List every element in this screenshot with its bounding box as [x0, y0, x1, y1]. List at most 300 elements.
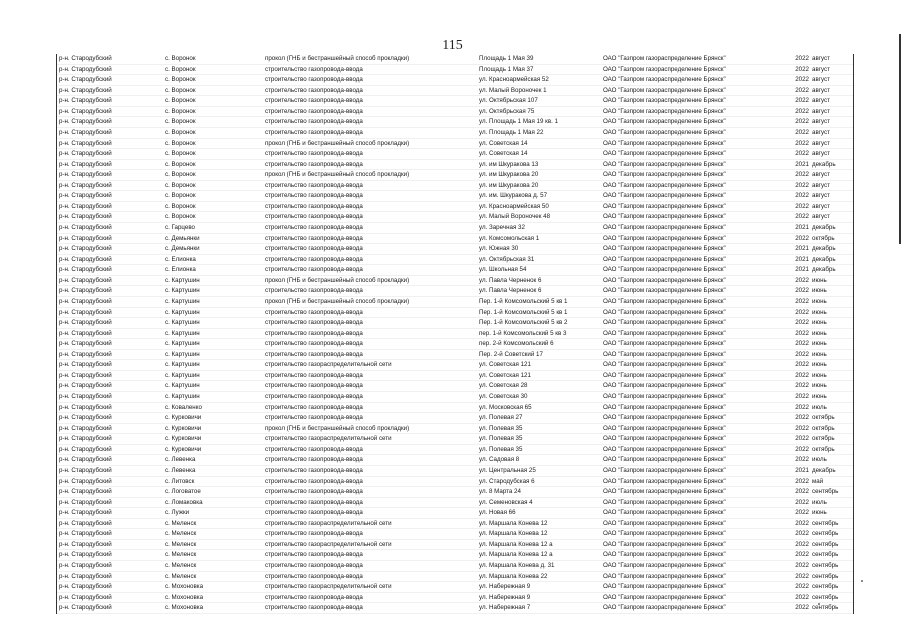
table-row — [57, 519, 853, 530]
year-cell: 2022 — [795, 150, 809, 158]
village-cell: с. Лужки — [165, 509, 190, 517]
month-cell: декабрь — [812, 224, 836, 231]
address-cell: Пер. 1-й Комсомольский 5 кв 2 — [479, 319, 568, 327]
address-cell: ул. Малый Вороночек 48 — [479, 213, 551, 221]
village-cell: с. Воронок — [165, 107, 196, 115]
district-cell: р-н. Стародубский — [59, 519, 112, 527]
year-cell: 2022 — [795, 435, 809, 443]
village-cell: с. Воронок — [165, 65, 196, 73]
work-type-cell: строительство газопровода-ввода — [265, 414, 363, 422]
organization-cell: ОАО "Газпром газораспределение Брянск" — [603, 583, 726, 591]
organization-cell: ОАО "Газпром газораспределение Брянск" — [603, 530, 726, 538]
month-cell: август — [812, 55, 830, 62]
table-row — [57, 223, 853, 234]
address-cell: ул. Южная 30 — [479, 245, 519, 253]
village-cell: с. Меленск — [165, 530, 197, 538]
month-cell: октябрь — [812, 234, 835, 242]
year-cell: 2022 — [795, 308, 809, 316]
district-cell: р-н. Стародубский — [59, 276, 112, 284]
district-cell: р-н. Стародубский — [59, 403, 112, 411]
work-type-cell: строительство газопровода-ввода — [265, 107, 363, 115]
table-row — [57, 477, 853, 488]
district-cell: р-н. Стародубский — [59, 86, 112, 94]
table-row — [57, 381, 853, 392]
table-row — [57, 244, 853, 255]
organization-cell: ОАО "Газпром газораспределение Брянск" — [603, 509, 726, 517]
month-cell: июль — [812, 403, 827, 411]
village-cell: с. Курковичи — [165, 435, 202, 443]
organization-cell: ОАО "Газпром газораспределение Брянск" — [603, 266, 726, 274]
work-type-cell: строительство газопровода-ввода — [265, 509, 363, 517]
month-cell: август — [812, 128, 830, 136]
work-type-cell: строительство газопровода-ввода — [265, 371, 363, 379]
year-cell: 2022 — [795, 583, 809, 591]
address-cell: ул. Семеновская 4 — [479, 498, 533, 506]
table-row — [57, 181, 853, 192]
village-cell: с. Воронок — [165, 181, 196, 189]
year-cell: 2022 — [795, 171, 809, 179]
village-cell: с. Курковичи — [165, 414, 202, 422]
village-cell: с. Воронок — [165, 202, 196, 210]
address-cell: ул. Советская 30 — [479, 393, 528, 400]
work-type-cell: строительство газопровода-ввода — [265, 213, 363, 221]
table-row — [57, 572, 853, 583]
district-cell: р-н. Стародубский — [59, 234, 112, 242]
address-cell: ул. Маршала Конева 22 — [479, 572, 548, 580]
district-cell: р-н. Стародубский — [59, 572, 112, 580]
table-row — [57, 593, 853, 604]
month-cell: май — [812, 477, 824, 485]
district-cell: р-н. Стародубский — [59, 530, 112, 538]
village-cell: с. Картушин — [165, 308, 200, 316]
district-cell: р-н. Стародубский — [59, 118, 112, 126]
table-row — [57, 339, 853, 350]
table-row — [57, 170, 853, 181]
work-type-cell: строительство газопровода-ввода — [265, 76, 363, 84]
address-cell: ул. Маршала Конева 12 — [479, 530, 548, 538]
work-type-cell: строительство газопровода-ввода — [265, 202, 363, 210]
table-row — [57, 329, 853, 340]
work-type-cell: строительство газопровода-ввода — [265, 181, 363, 189]
address-cell: ул. Советская 121 — [479, 361, 531, 369]
village-cell: с. Картушин — [165, 340, 200, 348]
address-cell: ул. Павла Черненок 6 — [479, 287, 542, 295]
year-cell: 2022 — [795, 276, 809, 284]
month-cell: сентябрь — [812, 572, 839, 580]
table-row — [57, 255, 853, 266]
address-cell: ул. Полевая 35 — [479, 424, 523, 432]
district-cell: р-н. Стародубский — [59, 297, 112, 305]
address-cell: ул. Советская 14 — [479, 139, 528, 147]
village-cell: с. Меленск — [165, 572, 197, 580]
month-cell: июнь — [812, 297, 827, 305]
year-cell: 2022 — [795, 382, 809, 390]
organization-cell: ОАО "Газпром газораспределение Брянск" — [603, 76, 726, 84]
organization-cell: ОАО "Газпром газораспределение Брянск" — [603, 139, 726, 147]
village-cell: с. Воронок — [165, 118, 196, 126]
village-cell: с. Левенка — [165, 466, 196, 474]
village-cell: с. Меленск — [165, 540, 197, 548]
work-type-cell: прокол (ГНБ и бестраншейный способ прокладки) — [265, 297, 410, 305]
village-cell: с. Демьянки — [165, 245, 200, 253]
year-cell: 2021 — [795, 160, 809, 168]
district-cell: р-н. Стародубский — [59, 97, 112, 105]
district-cell: р-н. Стародубский — [59, 540, 112, 548]
month-cell: июнь — [812, 308, 827, 316]
work-type-cell: строительство газопровода-ввода — [265, 266, 363, 274]
district-cell: р-н. Стародубский — [59, 213, 112, 221]
table-row — [57, 276, 853, 287]
table-row — [57, 308, 853, 319]
work-type-cell: строительство газопровода-ввода — [265, 445, 363, 453]
village-cell: с. Курковичи — [165, 424, 202, 432]
table-row — [57, 392, 853, 403]
table-row — [57, 413, 853, 424]
work-type-cell: строительство газопровода-ввода — [265, 308, 363, 316]
table-row — [57, 96, 853, 107]
village-cell: с. Коваленко — [165, 403, 202, 411]
year-cell: 2022 — [795, 477, 809, 485]
table-row — [57, 139, 853, 150]
table-row — [57, 286, 853, 297]
table-row — [57, 350, 853, 361]
month-cell: октябрь — [812, 414, 835, 422]
table-row — [57, 297, 853, 308]
organization-cell: ОАО "Газпром газораспределение Брянск" — [603, 86, 726, 94]
table-row — [57, 234, 853, 245]
year-cell: 2022 — [795, 76, 809, 84]
address-cell: Площадь 1 Мая 37 — [479, 65, 534, 73]
address-cell: ул. им Шкуракова 20 — [479, 181, 539, 189]
organization-cell: ОАО "Газпром газораспределение Брянск" — [603, 319, 726, 327]
page-number: 115 — [442, 38, 463, 53]
year-cell: 2022 — [795, 128, 809, 136]
organization-cell: ОАО "Газпром газораспределение Брянск" — [603, 371, 726, 379]
table-row — [57, 54, 853, 65]
district-cell: р-н. Стародубский — [59, 245, 112, 253]
district-cell: р-н. Стародубский — [59, 562, 112, 569]
district-cell: р-н. Стародубский — [59, 361, 112, 369]
year-cell: 2022 — [795, 350, 809, 358]
table-row — [57, 582, 853, 593]
year-cell: 2022 — [795, 604, 809, 612]
address-cell: ул. Комсомольская 1 — [479, 234, 540, 242]
district-cell: р-н. Стародубский — [59, 160, 112, 168]
year-cell: 2022 — [795, 551, 809, 559]
district-cell: р-н. Стародубский — [59, 435, 112, 443]
district-cell: р-н. Стародубский — [59, 424, 112, 432]
district-cell: р-н. Стародубский — [59, 150, 112, 158]
organization-cell: ОАО "Газпром газораспределение Брянск" — [603, 572, 726, 580]
organization-cell: ОАО "Газпром газораспределение Брянск" — [603, 202, 726, 210]
work-type-cell: прокол (ГНБ и бестраншейный способ прокладки) — [265, 424, 410, 432]
year-cell: 2022 — [795, 287, 809, 295]
year-cell: 2022 — [795, 55, 809, 62]
month-cell: август — [812, 107, 830, 115]
table-row — [57, 318, 853, 329]
year-cell: 2022 — [795, 456, 809, 464]
year-cell: 2022 — [795, 371, 809, 379]
organization-cell: ОАО "Газпром газораспределение Брянск" — [603, 562, 726, 569]
district-cell: р-н. Стародубский — [59, 139, 112, 147]
table-row — [57, 403, 853, 414]
month-cell: декабрь — [812, 160, 836, 168]
month-cell: сентябрь — [812, 562, 839, 569]
work-type-cell: строительство газопровода-ввода — [265, 382, 363, 390]
work-type-cell: строительство газопровода-ввода — [265, 498, 363, 506]
district-cell: р-н. Стародубский — [59, 255, 112, 263]
month-cell: декабрь — [812, 466, 836, 474]
organization-cell: ОАО "Газпром газораспределение Брянск" — [603, 403, 726, 411]
year-cell: 2022 — [795, 319, 809, 327]
year-cell: 2022 — [795, 572, 809, 580]
month-cell: август — [812, 171, 830, 179]
village-cell: с. Елионка — [165, 255, 196, 263]
month-cell: октябрь — [812, 445, 835, 453]
work-type-cell: строительство газопровода-ввода — [265, 255, 363, 263]
address-cell: ул. им. Шкуракова д. 57 — [479, 192, 548, 200]
month-cell: август — [812, 213, 830, 221]
year-cell: 2022 — [795, 488, 809, 496]
month-cell: июль — [812, 456, 827, 464]
district-cell: р-н. Стародубский — [59, 551, 112, 559]
district-cell: р-н. Стародубский — [59, 477, 112, 485]
address-cell: ул. Маршала Конева 12 — [479, 519, 548, 527]
district-cell: р-н. Стародубский — [59, 287, 112, 295]
table-row — [57, 508, 853, 519]
district-cell: р-н. Стародубский — [59, 192, 112, 200]
organization-cell: ОАО "Газпром газораспределение Брянск" — [603, 488, 726, 496]
organization-cell: ОАО "Газпром газораспределение Брянск" — [603, 519, 726, 527]
organization-cell: ОАО "Газпром газораспределение Брянск" — [603, 466, 726, 474]
address-cell: ул. Октябрьская 31 — [479, 255, 535, 263]
work-type-cell: строительство газопровода-ввода — [265, 224, 363, 231]
organization-cell: ОАО "Газпром газораспределение Брянск" — [603, 234, 726, 242]
month-cell: август — [812, 150, 830, 158]
organization-cell: ОАО "Газпром газораспределение Брянск" — [603, 128, 726, 136]
table-row — [57, 202, 853, 213]
address-cell: ул. им Шкуракова 20 — [479, 171, 539, 179]
village-cell: с. Мохоновка — [165, 583, 204, 591]
work-type-cell: строительство газораспределительной сети — [265, 540, 392, 548]
year-cell: 2022 — [795, 329, 809, 337]
work-type-cell: строительство газораспределительной сети — [265, 583, 392, 591]
village-cell: с. Логоватое — [165, 488, 201, 496]
village-cell: с. Меленск — [165, 551, 197, 559]
organization-cell: ОАО "Газпром газораспределение Брянск" — [603, 150, 726, 158]
address-cell: ул. Центральная 25 — [479, 466, 536, 474]
month-cell: декабрь — [812, 266, 836, 274]
year-cell: 2022 — [795, 97, 809, 105]
month-cell: сентябрь — [812, 519, 839, 527]
district-cell: р-н. Стародубский — [59, 181, 112, 189]
organization-cell: ОАО "Газпром газораспределение Брянск" — [603, 350, 726, 358]
village-cell: с. Воронок — [165, 86, 196, 94]
month-cell: август — [812, 86, 830, 94]
scan-speck — [861, 580, 863, 582]
year-cell: 2022 — [795, 86, 809, 94]
organization-cell: ОАО "Газпром газораспределение Брянск" — [603, 393, 726, 400]
year-cell: 2021 — [795, 224, 809, 231]
work-type-cell: прокол (ГНБ и бестраншейный способ прокладки) — [265, 55, 410, 62]
address-cell: ул. Малый Вороночек 1 — [479, 86, 547, 94]
work-type-cell: строительство газопровода-ввода — [265, 350, 363, 358]
address-cell: Площадь 1 Мая 39 — [479, 55, 534, 62]
address-cell: ул. Набережная 9 — [479, 593, 531, 601]
address-cell: ул. Московская 65 — [479, 403, 532, 411]
work-type-cell: строительство газопровода-ввода — [265, 488, 363, 496]
organization-cell: ОАО "Газпром газораспределение Брянск" — [603, 477, 726, 485]
year-cell: 2022 — [795, 498, 809, 506]
table-row — [57, 265, 853, 276]
work-type-cell: строительство газораспределительной сети — [265, 435, 392, 443]
work-type-cell: строительство газопровода-ввода — [265, 403, 363, 411]
village-cell: с. Картушин — [165, 371, 200, 379]
year-cell: 2021 — [795, 466, 809, 474]
year-cell: 2022 — [795, 519, 809, 527]
month-cell: август — [812, 202, 830, 210]
month-cell: сентябрь — [812, 583, 839, 591]
village-cell: с. Картушин — [165, 361, 200, 369]
work-type-cell: строительство газопровода-ввода — [265, 150, 363, 158]
district-cell: р-н. Стародубский — [59, 65, 112, 73]
year-cell: 2022 — [795, 202, 809, 210]
village-cell: с. Гарцево — [165, 224, 195, 231]
address-cell: Пер. 2-й Советский 17 — [479, 350, 543, 358]
organization-cell: ОАО "Газпром газораспределение Брянск" — [603, 340, 726, 348]
district-cell: р-н. Стародубский — [59, 308, 112, 316]
district-cell: р-н. Стародубский — [59, 319, 112, 327]
month-cell: август — [812, 181, 830, 189]
month-cell: июнь — [812, 509, 827, 517]
village-cell: с. Елионка — [165, 266, 196, 274]
district-cell: р-н. Стародубский — [59, 171, 112, 179]
work-type-cell: строительство газопровода-ввода — [265, 287, 363, 295]
village-cell: с. Картушин — [165, 350, 200, 358]
table-row — [57, 455, 853, 466]
work-type-cell: строительство газопровода-ввода — [265, 245, 363, 253]
address-cell: ул. Набережная 7 — [479, 604, 531, 612]
month-cell: сентябрь — [812, 540, 839, 548]
address-cell: ул. 8 Марта 24 — [479, 488, 521, 496]
address-cell: ул. Школьная 54 — [479, 266, 527, 274]
organization-cell: ОАО "Газпром газораспределение Брянск" — [603, 276, 726, 284]
address-cell: ул. Красноармейская 50 — [479, 202, 549, 210]
district-cell: р-н. Стародубский — [59, 55, 112, 62]
address-cell: ул. им Шкуракова 13 — [479, 160, 539, 168]
district-cell: р-н. Стародубский — [59, 76, 112, 84]
address-cell: ул. Полевая 35 — [479, 445, 523, 453]
district-cell: р-н. Стародубский — [59, 329, 112, 337]
table-row — [57, 360, 853, 371]
village-cell: с. Мохоновка — [165, 593, 204, 601]
month-cell: июнь — [812, 319, 827, 327]
year-cell: 2021 — [795, 245, 809, 253]
village-cell: с. Воронок — [165, 150, 196, 158]
work-type-cell: строительство газопровода-ввода — [265, 593, 363, 601]
table-row — [57, 434, 853, 445]
month-cell: август — [812, 192, 830, 200]
work-type-cell: строительство газопровода-ввода — [265, 160, 363, 168]
work-type-cell: строительство газопровода-ввода — [265, 86, 363, 94]
month-cell: июнь — [812, 393, 827, 400]
address-cell: ул. Маршала Конева 12 а — [479, 540, 553, 548]
month-cell: июнь — [812, 371, 827, 379]
organization-cell: ОАО "Газпром газораспределение Брянск" — [603, 55, 726, 62]
work-type-cell: строительство газопровода-ввода — [265, 97, 363, 105]
organization-cell: ОАО "Газпром газораспределение Брянск" — [603, 414, 726, 422]
district-cell: р-н. Стародубский — [59, 583, 112, 591]
organization-cell: ОАО "Газпром газораспределение Брянск" — [603, 192, 726, 200]
district-cell: р-н. Стародубский — [59, 498, 112, 506]
month-cell: сентябрь — [812, 604, 839, 612]
district-cell: р-н. Стародубский — [59, 466, 112, 474]
year-cell: 2022 — [795, 118, 809, 126]
month-cell: июль — [812, 498, 827, 506]
address-cell: ул. Советская 28 — [479, 382, 528, 390]
table-row — [57, 603, 853, 614]
address-cell: ул. Октябрьская 75 — [479, 107, 535, 115]
table-row — [57, 160, 853, 171]
month-cell: сентябрь — [812, 593, 839, 601]
table-row — [57, 107, 853, 118]
month-cell: август — [812, 118, 830, 126]
table-row — [57, 550, 853, 561]
year-cell: 2022 — [795, 403, 809, 411]
table-row — [57, 117, 853, 128]
village-cell: с. Картушин — [165, 382, 200, 390]
village-cell: с. Воронок — [165, 55, 196, 62]
organization-cell: ОАО "Газпром газораспределение Брянск" — [603, 297, 726, 305]
table-row — [57, 191, 853, 202]
district-cell: р-н. Стародубский — [59, 266, 112, 274]
address-cell: ул. Полевая 27 — [479, 414, 523, 422]
month-cell: сентябрь — [812, 488, 839, 496]
table-row — [57, 128, 853, 139]
month-cell: октябрь — [812, 424, 835, 432]
month-cell: июнь — [812, 329, 827, 337]
organization-cell: ОАО "Газпром газораспределение Брянск" — [603, 308, 726, 316]
year-cell: 2022 — [795, 139, 809, 147]
village-cell: с. Картушин — [165, 297, 200, 305]
table-row — [57, 371, 853, 382]
village-cell: с. Картушин — [165, 319, 200, 327]
work-type-cell: строительство газопровода-ввода — [265, 572, 363, 580]
district-cell: р-н. Стародубский — [59, 382, 112, 390]
organization-cell: ОАО "Газпром газораспределение Брянск" — [603, 224, 726, 231]
village-cell: с. Меленск — [165, 519, 197, 527]
organization-cell: ОАО "Газпром газораспределение Брянск" — [603, 445, 726, 453]
month-cell: июнь — [812, 287, 827, 295]
district-cell: р-н. Стародубский — [59, 509, 112, 517]
address-cell: ул. Площадь 1 Мая 19 кв. 1 — [479, 118, 559, 126]
organization-cell: ОАО "Газпром газораспределение Брянск" — [603, 604, 726, 612]
district-cell: р-н. Стародубский — [59, 393, 112, 400]
year-cell: 2022 — [795, 297, 809, 305]
month-cell: сентябрь — [812, 551, 839, 559]
month-cell: июнь — [812, 340, 827, 348]
month-cell: август — [812, 97, 830, 105]
address-cell: пер. 2-й Комсомольский 6 — [479, 340, 554, 348]
organization-cell: ОАО "Газпром газораспределение Брянск" — [603, 171, 726, 179]
work-type-cell: строительство газопровода-ввода — [265, 393, 363, 400]
district-cell: р-н. Стародубский — [59, 414, 112, 422]
year-cell: 2022 — [795, 234, 809, 242]
address-cell: ул. Октябрьская 107 — [479, 97, 538, 105]
district-cell: р-н. Стародубский — [59, 593, 112, 601]
organization-cell: ОАО "Газпром газораспределение Брянск" — [603, 65, 726, 73]
district-cell: р-н. Стародубский — [59, 488, 112, 496]
